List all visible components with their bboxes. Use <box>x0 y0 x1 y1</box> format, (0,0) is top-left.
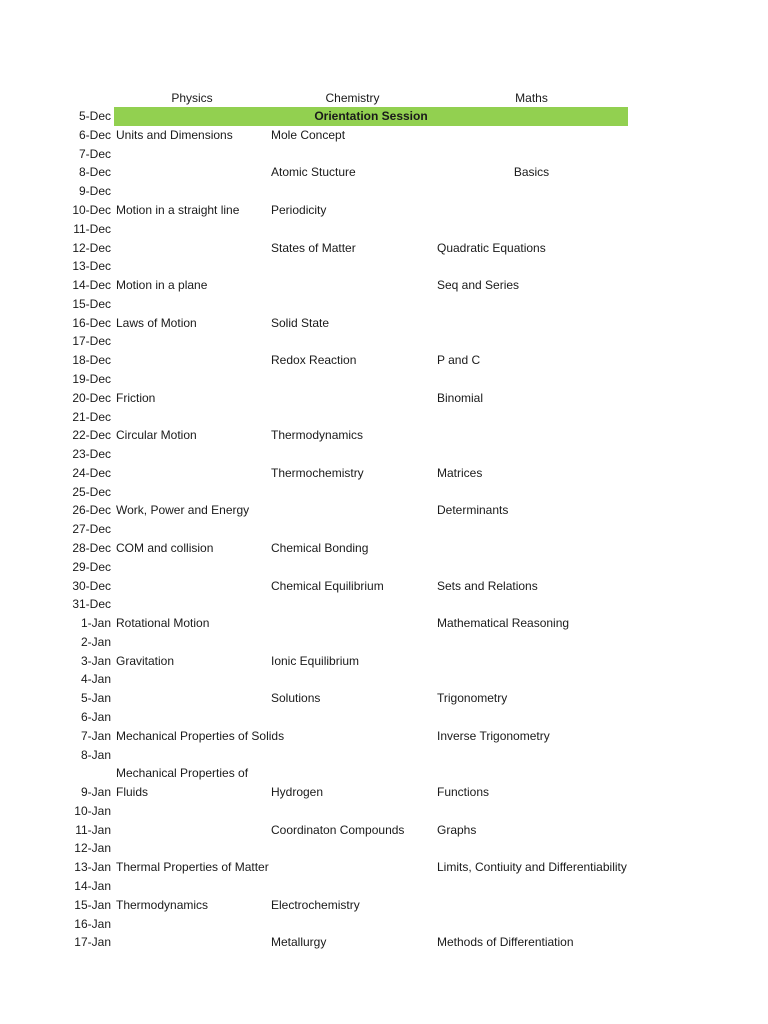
chemistry-topic-cell: Chemical Bonding <box>271 540 369 555</box>
maths-topic-cell: Functions <box>437 785 490 800</box>
date-cell: 28-Dec <box>72 540 111 555</box>
column-header-chemistry: Chemistry <box>325 91 380 105</box>
schedule-row <box>0 896 768 915</box>
chemistry-topic-cell: Chemical Equilibrium <box>271 578 384 593</box>
schedule-row <box>0 633 768 652</box>
physics-topic-cell: Rotational Motion <box>116 616 210 631</box>
schedule-row <box>0 426 768 445</box>
date-cell: 17-Jan <box>74 935 111 950</box>
date-cell: 11-Jan <box>75 822 111 837</box>
chemistry-topic-cell: Ionic Equilibrium <box>271 653 360 668</box>
schedule-row <box>0 332 768 351</box>
physics-topic-cell: Mechanical Properties of Fluids <box>116 766 249 800</box>
date-cell: 15-Dec <box>72 296 111 311</box>
schedule-row <box>0 464 768 483</box>
schedule-row <box>0 858 768 877</box>
maths-topic-cell: Trigonometry <box>437 691 508 706</box>
date-cell: 30-Dec <box>72 578 111 593</box>
date-cell: 4-Jan <box>80 672 111 687</box>
maths-topic-cell: Graphs <box>437 822 477 837</box>
schedule-row <box>0 501 768 520</box>
schedule-row <box>0 201 768 220</box>
maths-topic-cell: P and C <box>437 353 481 368</box>
date-cell: 15-Jan <box>74 897 111 912</box>
chemistry-topic-cell: Electrochemistry <box>271 897 360 912</box>
date-cell: 16-Jan <box>74 916 111 931</box>
date-cell: 18-Dec <box>72 353 111 368</box>
column-header-maths: Maths <box>515 91 548 105</box>
maths-topic-cell: Determinants <box>437 503 509 518</box>
schedule-row <box>0 764 768 802</box>
date-cell: 17-Dec <box>72 334 111 349</box>
chemistry-topic-cell: Redox Reaction <box>271 353 357 368</box>
physics-topic-cell: COM and collision <box>116 540 214 555</box>
date-cell: 5-Jan <box>80 691 111 706</box>
chemistry-topic-cell: Thermodynamics <box>271 428 364 443</box>
maths-topic-cell: Matrices <box>437 465 483 480</box>
physics-topic-cell: Circular Motion <box>116 428 197 443</box>
date-cell: 7-Jan <box>80 728 111 743</box>
schedule-row <box>0 652 768 671</box>
date-cell: 23-Dec <box>72 447 111 461</box>
chemistry-topic-cell: Coordinaton Compounds <box>271 822 405 837</box>
schedule-row <box>0 727 768 746</box>
schedule-row <box>0 520 768 539</box>
physics-topic-cell: Friction <box>116 390 156 405</box>
schedule-row <box>0 145 768 164</box>
maths-topic-cell: Quadratic Equations <box>437 240 546 255</box>
orientation-session-banner: Orientation Session <box>114 107 628 126</box>
physics-topic-cell: Motion in a straight line <box>116 202 240 217</box>
date-cell: 9-Jan <box>80 785 111 800</box>
physics-topic-cell: Laws of Motion <box>116 315 197 330</box>
chemistry-topic-cell: Atomic Stucture <box>271 165 356 180</box>
schedule-row <box>0 539 768 558</box>
date-cell: 14-Dec <box>72 278 111 292</box>
date-cell: 9-Dec <box>78 184 111 199</box>
chemistry-topic-cell: Solid State <box>271 315 330 330</box>
date-cell: 21-Dec <box>72 409 111 424</box>
schedule-row <box>0 483 768 502</box>
schedule-row <box>0 689 768 708</box>
schedule-row <box>0 314 768 333</box>
date-cell: 25-Dec <box>72 484 111 499</box>
schedule-row <box>0 595 768 614</box>
date-cell: 27-Dec <box>72 522 111 537</box>
date-cell: 6-Jan <box>80 710 111 724</box>
date-cell: 29-Dec <box>72 559 111 574</box>
schedule-row <box>0 670 768 689</box>
schedule-row <box>0 839 768 858</box>
schedule-row <box>0 915 768 934</box>
date-cell: 11-Dec <box>73 221 111 236</box>
date-cell: 8-Dec <box>78 165 111 180</box>
maths-topic-cell: Inverse Trigonometry <box>437 728 550 743</box>
physics-topic-cell: Thermal Properties of Matter <box>116 860 269 875</box>
schedule-row <box>0 445 768 464</box>
chemistry-topic-cell: Hydrogen <box>271 785 324 800</box>
chemistry-topic-cell: Periodicity <box>271 202 327 217</box>
schedule-row <box>0 746 768 765</box>
physics-topic-cell: Thermodynamics <box>116 897 209 912</box>
date-cell: 3-Jan <box>80 653 111 668</box>
schedule-row <box>0 239 768 258</box>
date-cell: 5-Dec <box>78 109 111 123</box>
chemistry-topic-cell: Thermochemistry <box>271 465 364 480</box>
schedule-row <box>0 370 768 389</box>
schedule-row <box>0 933 768 952</box>
physics-topic-cell: Gravitation <box>116 653 175 668</box>
date-cell: 2-Jan <box>80 634 111 649</box>
schedule-row <box>0 351 768 370</box>
date-cell: 8-Jan <box>80 747 111 762</box>
date-cell: 16-Dec <box>72 315 111 330</box>
schedule-row <box>0 577 768 596</box>
physics-topic-cell: Motion in a plane <box>116 278 208 292</box>
date-cell: 31-Dec <box>72 597 111 612</box>
date-cell: 12-Dec <box>72 240 111 255</box>
schedule-row <box>0 182 768 201</box>
physics-topic-cell: Units and Dimensions <box>116 127 233 142</box>
physics-topic-cell: Work, Power and Energy <box>116 503 250 518</box>
schedule-row <box>0 257 768 276</box>
date-cell: 7-Dec <box>78 146 111 161</box>
schedule-row <box>0 821 768 840</box>
schedule-row <box>0 708 768 727</box>
schedule-row <box>0 220 768 239</box>
date-cell: 26-Dec <box>72 503 111 518</box>
date-cell: 12-Jan <box>74 841 111 856</box>
chemistry-topic-cell: Metallurgy <box>271 935 327 950</box>
maths-topic-cell: Seq and Series <box>437 278 520 292</box>
schedule-row <box>0 408 768 427</box>
maths-topic-cell: Basics <box>513 165 550 180</box>
schedule-row <box>0 126 768 145</box>
maths-topic-cell: Sets and Relations <box>437 578 538 593</box>
schedule-row <box>0 163 768 182</box>
schedule-row <box>0 107 768 126</box>
schedule-row <box>0 802 768 821</box>
date-cell: 24-Dec <box>72 465 111 480</box>
date-cell: 10-Dec <box>72 202 111 217</box>
column-header-physics: Physics <box>171 91 213 105</box>
date-cell: 10-Jan <box>74 803 111 818</box>
date-cell: 14-Jan <box>74 879 111 893</box>
schedule-row <box>0 558 768 577</box>
date-cell: 20-Dec <box>72 390 111 405</box>
date-cell: 1-Jan <box>80 616 111 631</box>
physics-topic-cell: Mechanical Properties of Solids <box>116 728 285 743</box>
schedule-row <box>0 276 768 295</box>
schedule-row <box>0 877 768 896</box>
date-cell: 22-Dec <box>72 428 111 443</box>
chemistry-topic-cell: Solutions <box>271 691 321 706</box>
date-cell: 6-Dec <box>78 127 111 142</box>
maths-topic-cell: Limits, Contiuity and Differentiability <box>437 860 627 875</box>
schedule-row <box>0 295 768 314</box>
date-cell: 13-Dec <box>72 259 111 274</box>
chemistry-topic-cell: States of Matter <box>271 240 356 255</box>
maths-topic-cell: Binomial <box>437 390 484 405</box>
maths-topic-cell: Methods of Differentiation <box>437 935 574 950</box>
date-cell: 19-Dec <box>72 371 111 386</box>
schedule-row <box>0 389 768 408</box>
date-cell: 13-Jan <box>74 860 111 875</box>
chemistry-topic-cell: Mole Concept <box>271 127 346 142</box>
maths-topic-cell: Mathematical Reasoning <box>437 616 570 631</box>
schedule-row <box>0 614 768 633</box>
